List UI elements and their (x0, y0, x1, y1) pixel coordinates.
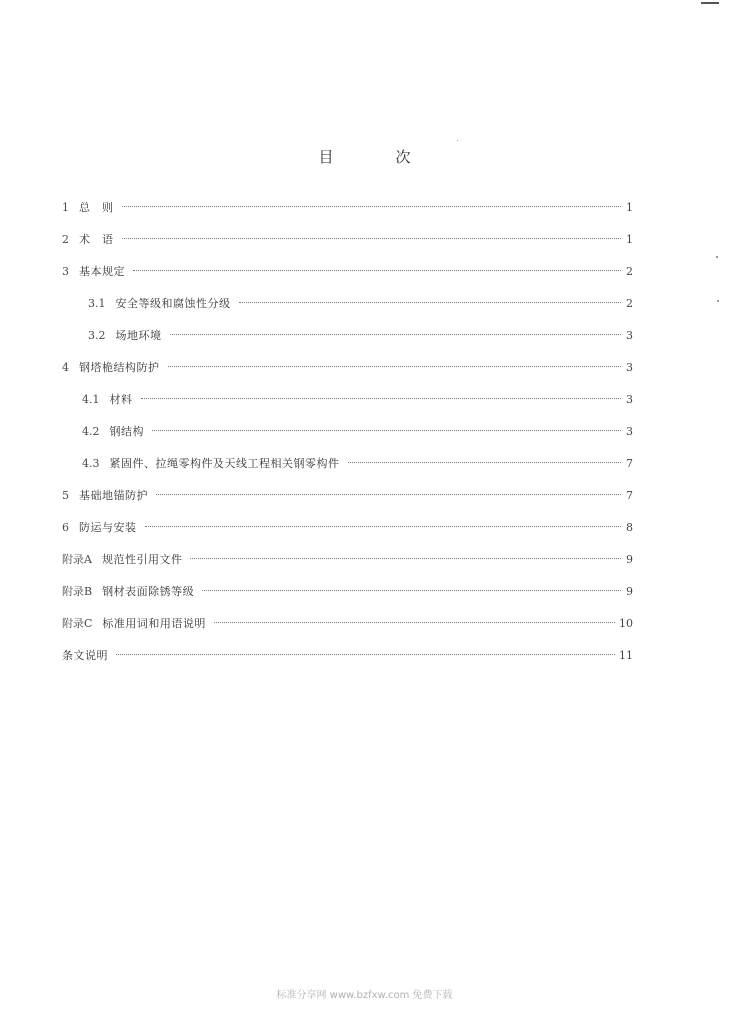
toc-entry[interactable] (0, 358, 729, 378)
toc-label: 防运与安装 (79, 521, 137, 534)
toc-page-number: 3 (626, 361, 633, 374)
toc-leader (116, 654, 615, 655)
toc-label: 安全等级和腐蚀性分级 (115, 297, 231, 310)
toc-page-number: 1 (626, 233, 633, 246)
toc-entry[interactable] (0, 326, 729, 346)
toc-page-number: 1 (626, 201, 633, 214)
toc-leader (152, 430, 621, 431)
toc-number: 4.2 (82, 425, 100, 438)
toc-number: 3.1 (88, 297, 106, 310)
toc-leader (170, 334, 622, 335)
toc-number: 附录C (62, 617, 93, 630)
toc-leader (133, 270, 621, 271)
toc-label: 规范性引用文件 (101, 553, 183, 566)
toc-page-number: 2 (626, 297, 633, 310)
toc-page-number: 3 (626, 393, 633, 406)
toc-page-number: 11 (619, 649, 633, 662)
toc-entry[interactable] (0, 294, 729, 314)
toc-number: 1 (62, 201, 69, 214)
toc-page-number: 10 (619, 617, 633, 630)
toc-number: 附录B (62, 585, 93, 598)
toc-entry[interactable] (0, 646, 729, 666)
toc-leader (202, 590, 621, 591)
toc-label: 术 语 (79, 233, 114, 246)
toc-leader (122, 206, 622, 207)
toc-label: 基础地锚防护 (79, 489, 148, 502)
toc-number: 4 (62, 361, 69, 374)
toc-label: 标准用词和用语说明 (102, 617, 206, 630)
toc-page-number: 8 (626, 521, 633, 534)
scan-speck (457, 140, 458, 141)
toc-entry[interactable] (0, 198, 729, 218)
toc-entry[interactable] (0, 454, 729, 474)
toc-label: 材料 (109, 393, 133, 406)
toc-page-number: 9 (626, 553, 633, 566)
toc-entry[interactable] (0, 230, 729, 250)
toc-leader (122, 238, 622, 239)
title-char-1: 目 (318, 148, 334, 166)
toc-leader (168, 366, 622, 367)
toc-entry[interactable] (0, 550, 729, 570)
toc-label: 场地环境 (115, 329, 162, 342)
toc-label: 钢材表面除锈等级 (102, 585, 195, 598)
toc-page-number: 7 (626, 489, 633, 502)
toc-label: 基本规定 (79, 265, 125, 278)
toc-number: 3 (62, 265, 69, 278)
toc-number: 附录A (62, 553, 92, 566)
toc-number: 4.3 (82, 457, 100, 470)
toc-leader (156, 494, 621, 495)
page-title (0, 146, 729, 167)
toc-entry[interactable] (0, 262, 729, 282)
toc-entry[interactable] (0, 422, 729, 442)
toc-page-number: 7 (626, 457, 633, 470)
toc-entry[interactable] (0, 582, 729, 602)
toc-entry[interactable] (0, 614, 729, 634)
toc-entry[interactable] (0, 390, 729, 410)
toc-leader (239, 302, 622, 303)
toc-leader (214, 622, 615, 623)
toc-leader (348, 462, 622, 463)
toc-number: 3.2 (88, 329, 106, 342)
toc-label: 条文说明 (62, 649, 108, 662)
toc-label: 钢塔桅结构防护 (79, 361, 160, 374)
toc-leader (141, 398, 622, 399)
toc-number: 4.1 (82, 393, 100, 406)
title-char-2: 次 (395, 148, 411, 166)
footer-watermark: 标准分享网 www.bzfxw.com 免费下载 (276, 990, 453, 1001)
toc-entry[interactable] (0, 486, 729, 506)
scan-artifact (701, 2, 719, 12)
toc-page-number: 3 (626, 329, 633, 342)
toc-page-number: 2 (626, 265, 633, 278)
toc-entry[interactable] (0, 518, 729, 538)
toc-label: 紧固件、拉绳零构件及天线工程相关钢零构件 (109, 457, 340, 470)
toc-page-number: 3 (626, 425, 633, 438)
scan-speck (716, 256, 718, 258)
toc-label: 总 则 (79, 201, 114, 214)
toc-number: 5 (62, 489, 69, 502)
toc-leader (145, 526, 622, 527)
toc-number: 6 (62, 521, 69, 534)
toc-number: 2 (62, 233, 69, 246)
toc-leader (190, 558, 621, 559)
toc-label: 钢结构 (109, 425, 144, 438)
toc-page-number: 9 (626, 585, 633, 598)
